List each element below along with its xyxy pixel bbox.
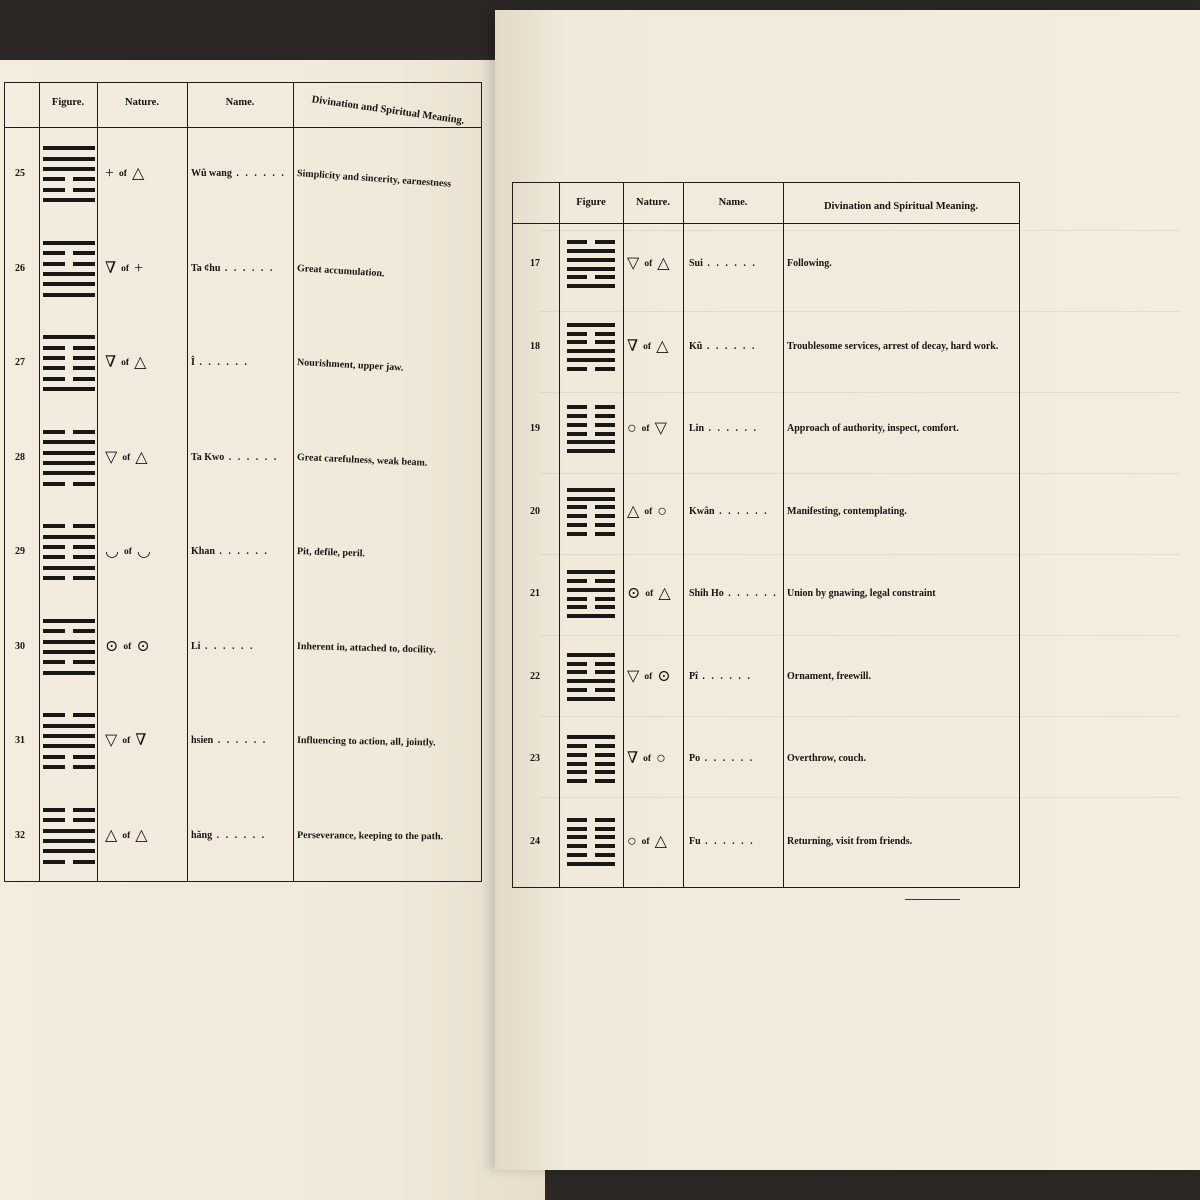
solid-line (43, 849, 95, 853)
table-header (513, 183, 1019, 224)
nature-cell (627, 504, 667, 520)
broken-line (43, 808, 95, 812)
table-row (5, 694, 481, 789)
hexagram-meaning: Troublesome services, arrest of decay, hard work. (787, 340, 999, 352)
solid-line (43, 451, 95, 455)
broken-line (43, 262, 95, 266)
hexagram-number: 31 (15, 735, 25, 747)
header-nature: Nature. (636, 197, 670, 208)
element-symbol: ∇ (105, 354, 117, 372)
broken-line (567, 670, 615, 674)
hexagram-meaning: Pit, defile, peril. (296, 546, 366, 560)
broken-line (43, 482, 95, 486)
broken-line (567, 275, 615, 279)
element-symbol: ⊙ (105, 637, 119, 655)
broken-line (567, 753, 615, 757)
solid-line (567, 653, 615, 657)
table-row (513, 553, 1019, 636)
element-symbol: △ (134, 354, 147, 372)
element-symbol: + (134, 259, 144, 277)
solid-line (43, 167, 95, 171)
broken-line (43, 860, 95, 864)
table-row (5, 222, 481, 317)
hexagram-figure (43, 619, 95, 675)
hexagram-figure (567, 653, 615, 701)
solid-line (43, 272, 95, 276)
element-symbol: ▽ (105, 732, 118, 750)
broken-line (567, 770, 615, 774)
hexagram-number: 30 (15, 640, 25, 652)
of-label: of (122, 736, 131, 747)
hexagram-figure (43, 146, 95, 202)
of-label: of (641, 836, 650, 847)
solid-line (567, 249, 615, 253)
solid-line (43, 461, 95, 465)
header-meaning: Divination and Spiritual Meaning. (310, 94, 466, 127)
hexagram-name-cell: Î . . . . . . (191, 357, 249, 369)
hexagram-figure (567, 488, 615, 536)
nature-cell (627, 669, 671, 685)
broken-line (43, 356, 95, 360)
broken-line (567, 240, 615, 244)
of-label: of (643, 341, 652, 352)
solid-line (567, 679, 615, 683)
hexagram-name: hsien (191, 735, 214, 747)
hexagram-name: Wû wang (191, 168, 232, 180)
hexagram-figure (43, 808, 95, 864)
solid-line (43, 650, 95, 654)
solid-line (567, 440, 615, 444)
element-symbol: △ (135, 826, 148, 844)
broken-line (567, 405, 615, 409)
element-symbol: △ (657, 255, 670, 273)
element-symbol: ◡ (136, 543, 151, 561)
element-symbol: ⊙ (657, 667, 671, 685)
broken-line (567, 744, 615, 748)
element-symbol: ▽ (105, 448, 118, 466)
broken-line (567, 844, 615, 848)
solid-line (567, 349, 615, 353)
hexagram-figure (567, 240, 615, 288)
broken-line (567, 579, 615, 583)
table-row (5, 411, 481, 506)
broken-line (567, 514, 615, 518)
table-row (513, 223, 1019, 306)
hexagram-name: Shih Ho (689, 588, 724, 600)
of-label: of (123, 547, 132, 558)
broken-line (567, 423, 615, 427)
nature-cell (105, 166, 144, 182)
broken-line (567, 432, 615, 436)
element-symbol: △ (131, 165, 145, 183)
hexagram-number: 23 (530, 753, 540, 765)
nature-cell (105, 355, 146, 371)
broken-line (567, 605, 615, 609)
element-symbol: ▽ (627, 255, 640, 273)
broken-line (567, 340, 615, 344)
hexagram-figure (567, 323, 615, 371)
hexagram-name-cell: Po . . . . . . (689, 753, 755, 765)
hexagram-name: Kû (689, 340, 703, 352)
solid-line (43, 619, 95, 623)
header-nature: Nature. (125, 97, 159, 108)
hexagram-name-cell: Kû . . . . . . (689, 340, 757, 352)
hexagram-number: 21 (530, 588, 540, 600)
broken-line (43, 555, 95, 559)
hexagram-figure (567, 818, 615, 866)
broken-line (567, 662, 615, 666)
hexagram-meaning: Influencing to action, all, jointly. (296, 735, 436, 749)
broken-line (567, 688, 615, 692)
hexagram-figure (43, 241, 95, 297)
broken-line (567, 827, 615, 831)
hexagram-figure (43, 335, 95, 391)
hexagram-name-cell: hăng . . . . . . (191, 829, 267, 841)
table-row (513, 388, 1019, 471)
broken-line (567, 414, 615, 418)
hexagram-name-cell: Ta ȼhu . . . . . . (191, 262, 275, 274)
broken-line (567, 523, 615, 527)
solid-line (43, 829, 95, 833)
broken-line (567, 762, 615, 766)
element-symbol: ○ (656, 750, 666, 768)
solid-line (43, 440, 95, 444)
broken-line (567, 853, 615, 857)
hexagram-name: hăng (191, 829, 213, 841)
broken-line (567, 367, 615, 371)
of-label: of (122, 830, 131, 841)
nature-cell (105, 450, 148, 466)
solid-line (43, 293, 95, 297)
hexagram-name-cell: Ta Kwo . . . . . . (191, 451, 279, 463)
broken-line (567, 532, 615, 536)
header-meaning: Divination and Spiritual Meaning. (823, 201, 979, 212)
table-row (5, 600, 481, 695)
broken-line (43, 576, 95, 580)
hexagram-number: 26 (15, 262, 25, 274)
solid-line (43, 146, 95, 150)
solid-line (567, 588, 615, 592)
hexagram-name: Kwân (689, 505, 715, 517)
element-symbol: ○ (627, 420, 637, 438)
hexagram-name: Ta ȼhu (191, 262, 221, 274)
solid-line (43, 724, 95, 728)
element-symbol: △ (105, 826, 118, 844)
broken-line (43, 629, 95, 633)
broken-line (567, 505, 615, 509)
hexagram-meaning: Great carefulness, weak beam. (296, 451, 428, 469)
broken-line (43, 177, 95, 181)
hexagram-name-cell: hsien . . . . . . (191, 735, 268, 747)
solid-line (567, 258, 615, 262)
of-label: of (644, 506, 653, 517)
hexagram-meaning: Simplicity and sincerity, earnestness (296, 168, 452, 191)
hexagram-number: 22 (530, 670, 540, 682)
hexagram-number: 18 (530, 340, 540, 352)
hexagram-name: Î (191, 357, 195, 369)
of-label: of (121, 263, 130, 274)
nature-cell (627, 256, 670, 272)
broken-line (43, 818, 95, 822)
hexagram-name-cell: Fu . . . . . . (689, 835, 755, 847)
of-label: of (644, 671, 653, 682)
element-symbol: ○ (627, 832, 637, 850)
hexagram-meaning: Returning, visit from friends. (787, 835, 913, 847)
solid-line (43, 744, 95, 748)
broken-line (43, 188, 95, 192)
nature-cell (105, 639, 150, 655)
solid-line (43, 734, 95, 738)
broken-line (43, 251, 95, 255)
element-symbol: ▽ (627, 667, 640, 685)
solid-line (567, 267, 615, 271)
hexagram-name: Fu (689, 835, 701, 847)
footer-rule (905, 899, 960, 900)
element-symbol: ∇ (627, 750, 639, 768)
header-name: Name. (225, 97, 255, 108)
element-symbol: △ (656, 337, 669, 355)
nature-cell (105, 828, 148, 844)
hexagram-number: 25 (15, 168, 25, 180)
header-figure: Figure (576, 197, 606, 208)
hexagram-number: 27 (15, 357, 25, 369)
broken-line (43, 524, 95, 528)
solid-line (43, 671, 95, 675)
of-label: of (644, 259, 653, 270)
solid-line (567, 735, 615, 739)
hexagram-meaning: Manifesting, contemplating. (787, 505, 907, 517)
hexagram-name-cell: Khan . . . . . . (191, 546, 269, 558)
element-symbol: △ (135, 448, 148, 466)
solid-line (567, 614, 615, 618)
table-row (513, 636, 1019, 719)
table-row (5, 316, 481, 411)
solid-line (43, 282, 95, 286)
hexagram-table-left (4, 82, 482, 882)
solid-line (567, 358, 615, 362)
hexagram-meaning: Inherent in, attached to, docility. (296, 640, 437, 656)
solid-line (567, 449, 615, 453)
element-symbol: △ (627, 502, 640, 520)
solid-line (43, 335, 95, 339)
hexagram-meaning: Overthrow, couch. (787, 753, 866, 765)
table-row (5, 127, 481, 222)
broken-line (567, 818, 615, 822)
hexagram-name-cell: Sui . . . . . . (689, 258, 757, 270)
hexagram-name: Lin (689, 423, 705, 435)
element-symbol: ○ (657, 502, 667, 520)
solid-line (43, 157, 95, 161)
element-symbol: ⊙ (136, 637, 150, 655)
broken-line (43, 755, 95, 759)
hexagram-name: Sui (689, 258, 703, 270)
solid-line (567, 284, 615, 288)
header-figure: Figure. (51, 97, 85, 108)
hexagram-name: Pî (689, 670, 698, 682)
table-row (5, 789, 481, 884)
broken-line (43, 545, 95, 549)
element-symbol: △ (658, 585, 671, 603)
element-symbol: △ (654, 832, 667, 850)
solid-line (567, 570, 615, 574)
of-label: of (121, 358, 130, 369)
solid-line (43, 387, 95, 391)
nature-cell (105, 733, 146, 749)
of-label: of (641, 424, 650, 435)
hexagram-name-cell: Li . . . . . . (191, 640, 255, 652)
hexagram-name-cell: Wû wang . . . . . . (191, 168, 286, 180)
hexagram-number: 24 (530, 835, 540, 847)
element-symbol: ▽ (654, 420, 667, 438)
solid-line (567, 488, 615, 492)
of-label: of (119, 169, 127, 180)
solid-line (43, 640, 95, 644)
broken-line (43, 660, 95, 664)
nature-cell (627, 339, 668, 355)
hexagram-meaning: Nourishment, upper jaw. (296, 357, 404, 374)
nature-cell (627, 586, 671, 602)
broken-line (43, 377, 95, 381)
element-symbol: ⊙ (627, 585, 641, 603)
broken-line (567, 597, 615, 601)
element-symbol: ◡ (105, 543, 119, 561)
hexagram-name-cell: Pî . . . . . . (689, 670, 752, 682)
of-label: of (122, 452, 131, 463)
hexagram-meaning: Ornament, freewill. (787, 670, 871, 682)
hexagram-meaning: Approach of authority, inspect, comfort. (787, 423, 959, 435)
solid-line (567, 862, 615, 866)
hexagram-number: 28 (15, 451, 25, 463)
broken-line (43, 366, 95, 370)
header-name: Name. (718, 197, 748, 208)
hexagram-meaning: Perseverance, keeping to the path. (296, 829, 444, 843)
solid-line (43, 839, 95, 843)
table-row (513, 718, 1019, 801)
nature-cell (627, 751, 666, 767)
hexagram-figure (43, 713, 95, 769)
hexagram-name: Li (191, 640, 201, 652)
hexagram-meaning: Union by gnawing, legal constraint (787, 588, 936, 600)
table-row (513, 801, 1019, 884)
broken-line (43, 713, 95, 717)
element-symbol: ∇ (135, 732, 147, 750)
table-row (5, 505, 481, 600)
hexagram-figure (43, 524, 95, 580)
of-label: of (645, 589, 654, 600)
hexagram-meaning: Following. (787, 258, 832, 270)
solid-line (43, 471, 95, 475)
nature-cell (627, 834, 667, 850)
nature-cell (627, 421, 667, 437)
solid-line (567, 323, 615, 327)
of-label: of (643, 754, 652, 765)
solid-line (43, 241, 95, 245)
hexagram-figure (43, 430, 95, 486)
solid-line (43, 566, 95, 570)
hexagram-table-right (512, 182, 1020, 888)
hexagram-name: Ta Kwo (191, 451, 225, 463)
broken-line (567, 779, 615, 783)
nature-cell (105, 544, 151, 560)
hexagram-figure (567, 735, 615, 783)
table-row (513, 471, 1019, 554)
hexagram-meaning: Great accumulation. (296, 262, 385, 280)
table-header (5, 83, 481, 128)
element-symbol: ∇ (105, 259, 117, 277)
broken-line (43, 346, 95, 350)
of-label: of (123, 641, 132, 652)
hexagram-number: 17 (530, 258, 540, 270)
hexagram-number: 32 (15, 829, 25, 841)
element-symbol: ∇ (627, 337, 639, 355)
hexagram-number: 20 (530, 505, 540, 517)
hexagram-figure (567, 570, 615, 618)
solid-line (567, 497, 615, 501)
hexagram-name-cell: Shih Ho . . . . . . (689, 588, 778, 600)
hexagram-number: 29 (15, 546, 25, 558)
solid-line (43, 535, 95, 539)
broken-line (43, 430, 95, 434)
table-row (513, 306, 1019, 389)
hexagram-name: Po (689, 753, 701, 765)
broken-line (567, 332, 615, 336)
hexagram-figure (567, 405, 615, 453)
hexagram-name-cell: Lin . . . . . . (689, 423, 759, 435)
broken-line (43, 765, 95, 769)
hexagram-name: Khan (191, 546, 215, 558)
solid-line (567, 697, 615, 701)
hexagram-name-cell: Kwân . . . . . . (689, 505, 769, 517)
element-symbol: + (105, 165, 115, 183)
nature-cell (105, 261, 143, 277)
broken-line (567, 835, 615, 839)
solid-line (43, 198, 95, 202)
hexagram-number: 19 (530, 423, 540, 435)
